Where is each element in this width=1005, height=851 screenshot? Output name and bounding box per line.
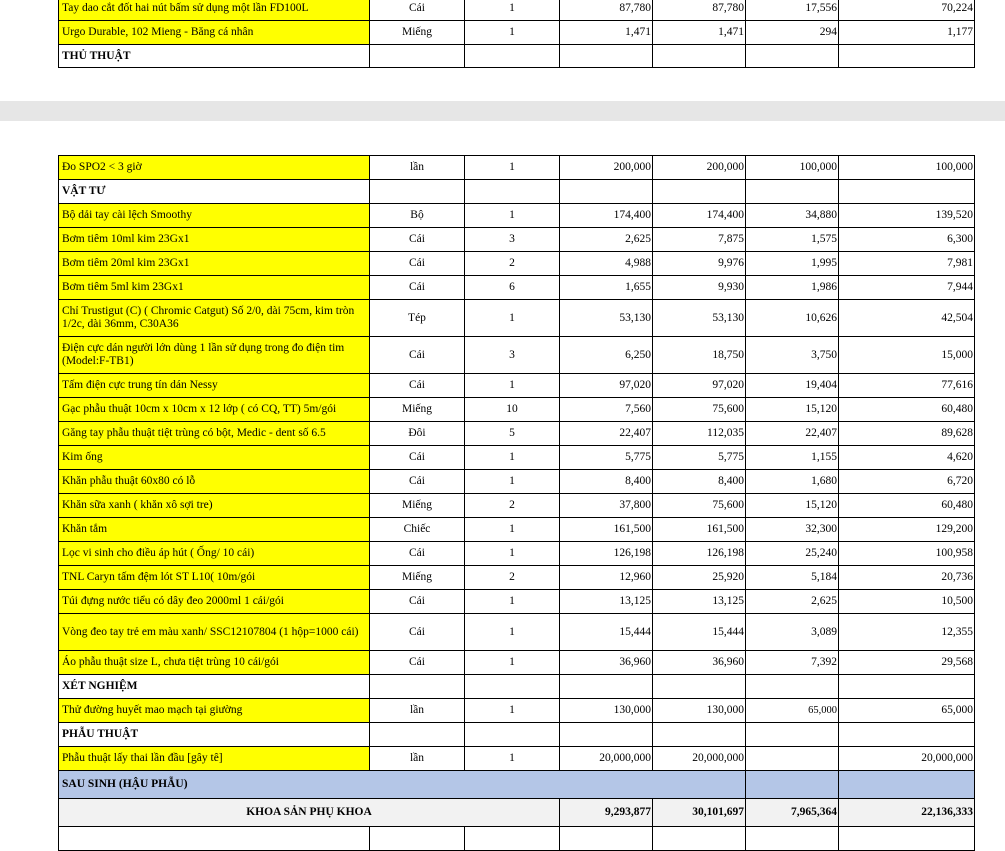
item-bhyt: 65,000 bbox=[746, 699, 839, 723]
item-total: 112,035 bbox=[653, 422, 746, 446]
empty-cell bbox=[746, 675, 839, 699]
empty-cell bbox=[653, 827, 746, 851]
item-total: 75,600 bbox=[653, 398, 746, 422]
table-row bbox=[59, 494, 975, 518]
invoice-table-top bbox=[58, 0, 975, 68]
item-qty: 1 bbox=[465, 614, 560, 651]
total-sum: 30,101,697 bbox=[653, 799, 746, 827]
item-patient: 100,000 bbox=[839, 156, 975, 180]
item-bhyt: 7,392 bbox=[746, 651, 839, 675]
item-qty: 1 bbox=[465, 470, 560, 494]
section-row bbox=[59, 180, 975, 204]
empty-cell bbox=[839, 723, 975, 747]
table-row bbox=[59, 542, 975, 566]
total-label: KHOA SẢN PHỤ KHOA bbox=[59, 799, 560, 827]
item-unit: Cái bbox=[370, 470, 465, 494]
empty-cell bbox=[560, 45, 653, 68]
table-row bbox=[59, 747, 975, 771]
item-bhyt: 32,300 bbox=[746, 518, 839, 542]
empty-cell bbox=[59, 827, 370, 851]
item-total: 36,960 bbox=[653, 651, 746, 675]
item-price: 13,125 bbox=[560, 590, 653, 614]
item-price: 130,000 bbox=[560, 699, 653, 723]
empty-cell bbox=[746, 827, 839, 851]
item-name: Thử đường huyết mao mạch tại giường bbox=[59, 699, 370, 723]
total-price: 9,293,877 bbox=[560, 799, 653, 827]
table-row bbox=[59, 422, 975, 446]
item-patient: 7,981 bbox=[839, 252, 975, 276]
item-bhyt: 3,750 bbox=[746, 337, 839, 374]
item-patient: 129,200 bbox=[839, 518, 975, 542]
item-patient: 70,224 bbox=[839, 0, 975, 21]
item-bhyt: 34,880 bbox=[746, 204, 839, 228]
item-patient: 12,355 bbox=[839, 614, 975, 651]
item-qty: 1 bbox=[465, 446, 560, 470]
item-patient: 6,720 bbox=[839, 470, 975, 494]
item-name: TNL Caryn tấm đệm lót ST L10( 10m/gói bbox=[59, 566, 370, 590]
item-name: Điện cực dán người lớn dùng 1 lần sử dụng trong đo điện tim (Model:F-TB1) bbox=[59, 337, 370, 374]
item-name: Áo phẫu thuật size L, chưa tiệt trùng 10 cái/gói bbox=[59, 651, 370, 675]
table-row bbox=[59, 518, 975, 542]
item-qty: 1 bbox=[465, 0, 560, 21]
table-row bbox=[59, 699, 975, 723]
item-name: Phẫu thuật lấy thai lần đầu [gây tê] bbox=[59, 747, 370, 771]
item-patient: 6,300 bbox=[839, 228, 975, 252]
table-row bbox=[59, 156, 975, 180]
item-qty: 1 bbox=[465, 747, 560, 771]
item-patient: 42,504 bbox=[839, 300, 975, 337]
section-row bbox=[59, 45, 975, 68]
item-bhyt: 25,240 bbox=[746, 542, 839, 566]
table-row bbox=[59, 252, 975, 276]
item-name: Khăn tắm bbox=[59, 518, 370, 542]
item-qty: 2 bbox=[465, 252, 560, 276]
item-qty: 1 bbox=[465, 156, 560, 180]
item-unit: Cái bbox=[370, 542, 465, 566]
sheet-gap bbox=[0, 101, 1005, 121]
empty-cell bbox=[653, 675, 746, 699]
item-price: 36,960 bbox=[560, 651, 653, 675]
item-unit: Cái bbox=[370, 651, 465, 675]
empty-cell bbox=[370, 827, 465, 851]
item-price: 6,250 bbox=[560, 337, 653, 374]
item-unit: Cái bbox=[370, 228, 465, 252]
item-patient: 7,944 bbox=[839, 276, 975, 300]
item-name: Khăn sữa xanh ( khăn xô sợi tre) bbox=[59, 494, 370, 518]
item-patient: 15,000 bbox=[839, 337, 975, 374]
item-bhyt: 100,000 bbox=[746, 156, 839, 180]
total-patient: 22,136,333 bbox=[839, 799, 975, 827]
item-name: Găng tay phẫu thuật tiệt trùng có bột, Medic - dent số 6.5 bbox=[59, 422, 370, 446]
item-bhyt: 294 bbox=[746, 21, 839, 45]
item-name: Túi đựng nước tiểu có dây đeo 2000ml 1 cái/gói bbox=[59, 590, 370, 614]
item-price: 12,960 bbox=[560, 566, 653, 590]
item-qty: 1 bbox=[465, 300, 560, 337]
item-patient: 10,500 bbox=[839, 590, 975, 614]
total-row bbox=[59, 799, 975, 827]
item-total: 9,976 bbox=[653, 252, 746, 276]
item-name: Tấm điện cực trung tín dán Nessy bbox=[59, 374, 370, 398]
empty-cell bbox=[560, 180, 653, 204]
item-total: 97,020 bbox=[653, 374, 746, 398]
empty-cell bbox=[465, 180, 560, 204]
item-qty: 1 bbox=[465, 518, 560, 542]
empty-cell bbox=[839, 675, 975, 699]
table-row bbox=[59, 337, 975, 374]
empty-cell bbox=[746, 180, 839, 204]
item-price: 8,400 bbox=[560, 470, 653, 494]
table-row bbox=[59, 0, 975, 21]
empty-cell bbox=[465, 827, 560, 851]
item-total: 15,444 bbox=[653, 614, 746, 651]
item-name: Tay dao cắt đốt hai nút bấm sử dụng một lần FD100L bbox=[59, 0, 370, 21]
item-unit: Miếng bbox=[370, 398, 465, 422]
table-row bbox=[59, 276, 975, 300]
item-total: 7,875 bbox=[653, 228, 746, 252]
item-name: Lọc vi sinh cho điều áp hút ( Ống/ 10 cái) bbox=[59, 542, 370, 566]
item-unit: Miếng bbox=[370, 566, 465, 590]
item-unit: Chiếc bbox=[370, 518, 465, 542]
sau-sinh-label: SAU SINH (HẬU PHẪU) bbox=[59, 771, 746, 799]
item-name: Chỉ Trustigut (C) ( Chromic Catgut) Số 2/0, dài 75cm, kim tròn 1/2c, dài 36mm, C30A36 bbox=[59, 300, 370, 337]
empty-cell bbox=[465, 45, 560, 68]
item-total: 174,400 bbox=[653, 204, 746, 228]
item-unit: Cái bbox=[370, 446, 465, 470]
item-total: 126,198 bbox=[653, 542, 746, 566]
item-price: 126,198 bbox=[560, 542, 653, 566]
table-row bbox=[59, 651, 975, 675]
item-total: 75,600 bbox=[653, 494, 746, 518]
item-patient: 60,480 bbox=[839, 494, 975, 518]
item-qty: 1 bbox=[465, 204, 560, 228]
item-price: 15,444 bbox=[560, 614, 653, 651]
section-label: THỦ THUẬT bbox=[59, 45, 370, 68]
item-name: Bơm tiêm 10ml kim 23Gx1 bbox=[59, 228, 370, 252]
item-total: 5,775 bbox=[653, 446, 746, 470]
table-row bbox=[59, 446, 975, 470]
item-total: 87,780 bbox=[653, 0, 746, 21]
sau-sinh-row bbox=[59, 771, 975, 799]
item-patient: 29,568 bbox=[839, 651, 975, 675]
item-qty: 10 bbox=[465, 398, 560, 422]
item-name: Kim ống bbox=[59, 446, 370, 470]
item-price: 97,020 bbox=[560, 374, 653, 398]
item-unit: Tép bbox=[370, 300, 465, 337]
empty-cell bbox=[465, 675, 560, 699]
item-unit: Miếng bbox=[370, 21, 465, 45]
item-unit: Bộ bbox=[370, 204, 465, 228]
item-unit: Cái bbox=[370, 276, 465, 300]
item-qty: 3 bbox=[465, 337, 560, 374]
item-bhyt: 10,626 bbox=[746, 300, 839, 337]
item-bhyt: 15,120 bbox=[746, 494, 839, 518]
item-patient: 4,620 bbox=[839, 446, 975, 470]
item-total: 8,400 bbox=[653, 470, 746, 494]
item-patient: 89,628 bbox=[839, 422, 975, 446]
section-label: XÉT NGHIỆM bbox=[59, 675, 370, 699]
empty-cell bbox=[839, 771, 975, 799]
table-row bbox=[59, 398, 975, 422]
empty-cell bbox=[465, 723, 560, 747]
table-row bbox=[59, 374, 975, 398]
section-row bbox=[59, 723, 975, 747]
item-unit: Miếng bbox=[370, 494, 465, 518]
item-price: 22,407 bbox=[560, 422, 653, 446]
table-row bbox=[59, 566, 975, 590]
item-price: 20,000,000 bbox=[560, 747, 653, 771]
item-unit: Cái bbox=[370, 0, 465, 21]
item-bhyt: 15,120 bbox=[746, 398, 839, 422]
section-label: VẬT TƯ bbox=[59, 180, 370, 204]
item-price: 37,800 bbox=[560, 494, 653, 518]
item-qty: 5 bbox=[465, 422, 560, 446]
item-unit: Đôi bbox=[370, 422, 465, 446]
item-total: 1,471 bbox=[653, 21, 746, 45]
item-patient: 100,958 bbox=[839, 542, 975, 566]
item-qty: 3 bbox=[465, 228, 560, 252]
empty-cell bbox=[746, 723, 839, 747]
item-price: 174,400 bbox=[560, 204, 653, 228]
empty-cell bbox=[653, 180, 746, 204]
item-total: 13,125 bbox=[653, 590, 746, 614]
item-name: Vòng đeo tay trẻ em màu xanh/ SSC12107804 (1 hộp=1000 cái) bbox=[59, 614, 370, 651]
item-bhyt: 1,575 bbox=[746, 228, 839, 252]
item-patient: 20,000,000 bbox=[839, 747, 975, 771]
item-patient: 65,000 bbox=[839, 699, 975, 723]
item-total: 25,920 bbox=[653, 566, 746, 590]
item-qty: 1 bbox=[465, 21, 560, 45]
empty-cell bbox=[370, 675, 465, 699]
item-qty: 2 bbox=[465, 494, 560, 518]
item-price: 200,000 bbox=[560, 156, 653, 180]
empty-cell bbox=[839, 45, 975, 68]
table-row bbox=[59, 228, 975, 252]
item-bhyt: 3,089 bbox=[746, 614, 839, 651]
item-patient: 77,616 bbox=[839, 374, 975, 398]
item-name: Bộ dải tay cài lệch Smoothy bbox=[59, 204, 370, 228]
empty-cell bbox=[560, 675, 653, 699]
item-total: 18,750 bbox=[653, 337, 746, 374]
empty-cell bbox=[370, 180, 465, 204]
item-total: 20,000,000 bbox=[653, 747, 746, 771]
empty-cell bbox=[746, 771, 839, 799]
item-total: 130,000 bbox=[653, 699, 746, 723]
item-total: 200,000 bbox=[653, 156, 746, 180]
item-bhyt: 19,404 bbox=[746, 374, 839, 398]
section-label: PHẪU THUẬT bbox=[59, 723, 370, 747]
item-bhyt: 5,184 bbox=[746, 566, 839, 590]
item-patient: 1,177 bbox=[839, 21, 975, 45]
empty-cell bbox=[560, 723, 653, 747]
item-total: 9,930 bbox=[653, 276, 746, 300]
item-patient: 20,736 bbox=[839, 566, 975, 590]
item-patient: 139,520 bbox=[839, 204, 975, 228]
item-patient: 60,480 bbox=[839, 398, 975, 422]
item-price: 87,780 bbox=[560, 0, 653, 21]
item-unit: Cái bbox=[370, 614, 465, 651]
item-unit: Cái bbox=[370, 337, 465, 374]
empty-cell bbox=[370, 723, 465, 747]
item-price: 1,655 bbox=[560, 276, 653, 300]
item-bhyt: 1,995 bbox=[746, 252, 839, 276]
item-qty: 6 bbox=[465, 276, 560, 300]
item-bhyt: 1,986 bbox=[746, 276, 839, 300]
item-unit: Cái bbox=[370, 252, 465, 276]
item-qty: 1 bbox=[465, 374, 560, 398]
item-unit: Cái bbox=[370, 374, 465, 398]
table-row bbox=[59, 614, 975, 651]
empty-cell bbox=[370, 45, 465, 68]
item-name: Urgo Durable, 102 Mieng - Băng cá nhân bbox=[59, 21, 370, 45]
empty-cell bbox=[653, 45, 746, 68]
empty-cell bbox=[839, 827, 975, 851]
item-unit: Cái bbox=[370, 590, 465, 614]
item-qty: 1 bbox=[465, 699, 560, 723]
section-row bbox=[59, 675, 975, 699]
table-row bbox=[59, 21, 975, 45]
item-bhyt: 22,407 bbox=[746, 422, 839, 446]
empty-cell bbox=[746, 45, 839, 68]
empty-cell bbox=[560, 827, 653, 851]
item-total: 53,130 bbox=[653, 300, 746, 337]
table-row bbox=[59, 204, 975, 228]
item-name: Bơm tiêm 5ml kim 23Gx1 bbox=[59, 276, 370, 300]
item-name: Bơm tiêm 20ml kim 23Gx1 bbox=[59, 252, 370, 276]
item-unit: lần bbox=[370, 747, 465, 771]
item-bhyt: 17,556 bbox=[746, 0, 839, 21]
item-price: 53,130 bbox=[560, 300, 653, 337]
item-unit: lần bbox=[370, 156, 465, 180]
item-name: Đo SPO2 < 3 giờ bbox=[59, 156, 370, 180]
empty-cell bbox=[653, 723, 746, 747]
item-price: 2,625 bbox=[560, 228, 653, 252]
item-qty: 1 bbox=[465, 542, 560, 566]
item-price: 4,988 bbox=[560, 252, 653, 276]
item-total: 161,500 bbox=[653, 518, 746, 542]
item-price: 1,471 bbox=[560, 21, 653, 45]
item-price: 161,500 bbox=[560, 518, 653, 542]
item-bhyt bbox=[746, 747, 839, 771]
item-unit: lần bbox=[370, 699, 465, 723]
empty-cell bbox=[839, 180, 975, 204]
item-qty: 1 bbox=[465, 590, 560, 614]
table-row bbox=[59, 470, 975, 494]
item-bhyt: 2,625 bbox=[746, 590, 839, 614]
total-bhyt: 7,965,364 bbox=[746, 799, 839, 827]
item-qty: 2 bbox=[465, 566, 560, 590]
item-price: 7,560 bbox=[560, 398, 653, 422]
item-bhyt: 1,155 bbox=[746, 446, 839, 470]
item-name: Khăn phẫu thuật 60x80 có lỗ bbox=[59, 470, 370, 494]
invoice-table bbox=[58, 155, 975, 851]
item-qty: 1 bbox=[465, 651, 560, 675]
table-row bbox=[59, 827, 975, 851]
item-name: Gạc phẫu thuật 10cm x 10cm x 12 lớp ( có CQ, TT) 5m/gói bbox=[59, 398, 370, 422]
table-row bbox=[59, 590, 975, 614]
item-price: 5,775 bbox=[560, 446, 653, 470]
table-row bbox=[59, 300, 975, 337]
item-bhyt: 1,680 bbox=[746, 470, 839, 494]
